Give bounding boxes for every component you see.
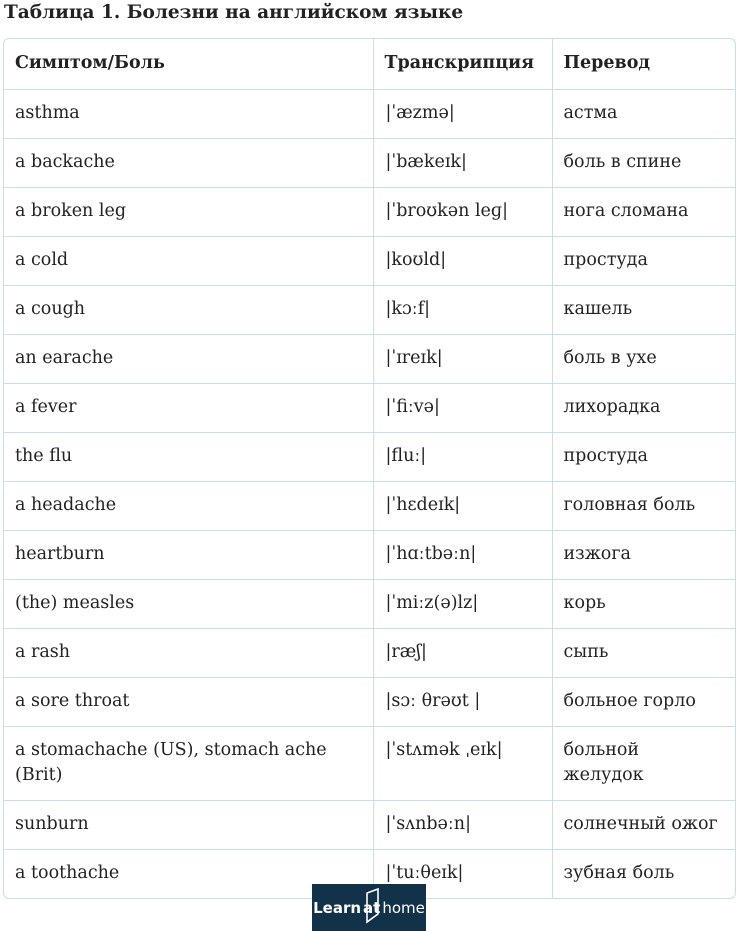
symptom-cell: a headache [4,482,373,531]
translation-cell: астма [552,90,735,139]
transcription-cell: |ræʃ| [373,629,552,678]
symptom-cell: a backache [4,139,373,188]
transcription-cell: |ˈsʌnbəːn| [373,801,552,850]
logo-text-home: home [382,898,425,917]
diseases-table-container [3,38,736,899]
translation-cell: солнечный ожог [552,801,735,850]
symptom-cell: asthma [4,90,373,139]
translation-cell: боль в ухе [552,335,735,384]
transcription-cell: |ˈæzmə| [373,90,552,139]
symptom-cell: a broken leg [4,188,373,237]
header-translation: Перевод [552,39,735,90]
symptom-cell: heartburn [4,531,373,580]
translation-cell: простуда [552,433,735,482]
table-row [4,629,735,678]
translation-cell: изжога [552,531,735,580]
translation-cell: сыпь [552,629,735,678]
transcription-cell: |kɔːf| [373,286,552,335]
symptom-cell: a sore throat [4,678,373,727]
symptom-cell: a fever [4,384,373,433]
transcription-cell: |ˈhɑːtbəːn| [373,531,552,580]
transcription-cell: |ˈfiːvə| [373,384,552,433]
header-transcription: Транскрипция [373,39,552,90]
learnathome-logo[interactable] [312,884,426,931]
translation-cell: больной желудок [552,727,735,801]
symptom-cell: a stomachache (US), stomach ache (Brit) [4,727,373,801]
translation-cell: кашель [552,286,735,335]
table-row [4,727,735,801]
translation-cell: больное горло [552,678,735,727]
transcription-cell: |ˈhɛdeɪk| [373,482,552,531]
transcription-cell: |ˈtuːθeɪk| [373,850,552,899]
table-header-row [4,39,735,90]
transcription-cell: |ˈɪreɪk| [373,335,552,384]
transcription-cell: |fluː| [373,433,552,482]
transcription-cell: |ˈstʌmək ˌeɪk| [373,727,552,801]
translation-cell: простуда [552,237,735,286]
table-row [4,286,735,335]
logo-text-learn: Learn [313,898,362,917]
symptom-cell: (the) measles [4,580,373,629]
symptom-cell: a rash [4,629,373,678]
table-row [4,139,735,188]
symptom-cell: a cold [4,237,373,286]
table-row [4,482,735,531]
table-caption: Таблица 1. Болезни на английском языке [4,2,464,23]
symptom-cell: an earache [4,335,373,384]
table-row [4,335,735,384]
table-row [4,188,735,237]
diseases-table [4,39,735,898]
symptom-cell: a cough [4,286,373,335]
table-row [4,90,735,139]
transcription-cell: |koʊld| [373,237,552,286]
transcription-cell: |ˈbækeɪk| [373,139,552,188]
transcription-cell: |ˈbroʊkən leɡ| [373,188,552,237]
table-row [4,678,735,727]
translation-cell: нога сломана [552,188,735,237]
symptom-cell: a toothache [4,850,373,899]
table-row [4,384,735,433]
table-row [4,531,735,580]
symptom-cell: sunburn [4,801,373,850]
table-row [4,433,735,482]
translation-cell: головная боль [552,482,735,531]
translation-cell: корь [552,580,735,629]
translation-cell: лихорадка [552,384,735,433]
translation-cell: зубная боль [563,863,675,883]
table-row [4,801,735,850]
header-symptom: Симптом/Боль [4,39,373,90]
table-row [4,237,735,286]
table-row [4,580,735,629]
transcription-cell: |ˈmiːz(ə)lz| [373,580,552,629]
translation-cell: боль в спине [552,139,735,188]
symptom-cell: the flu [4,433,373,482]
logo-text-at: at [363,898,381,917]
transcription-cell: |sɔː θrəʊt | [373,678,552,727]
